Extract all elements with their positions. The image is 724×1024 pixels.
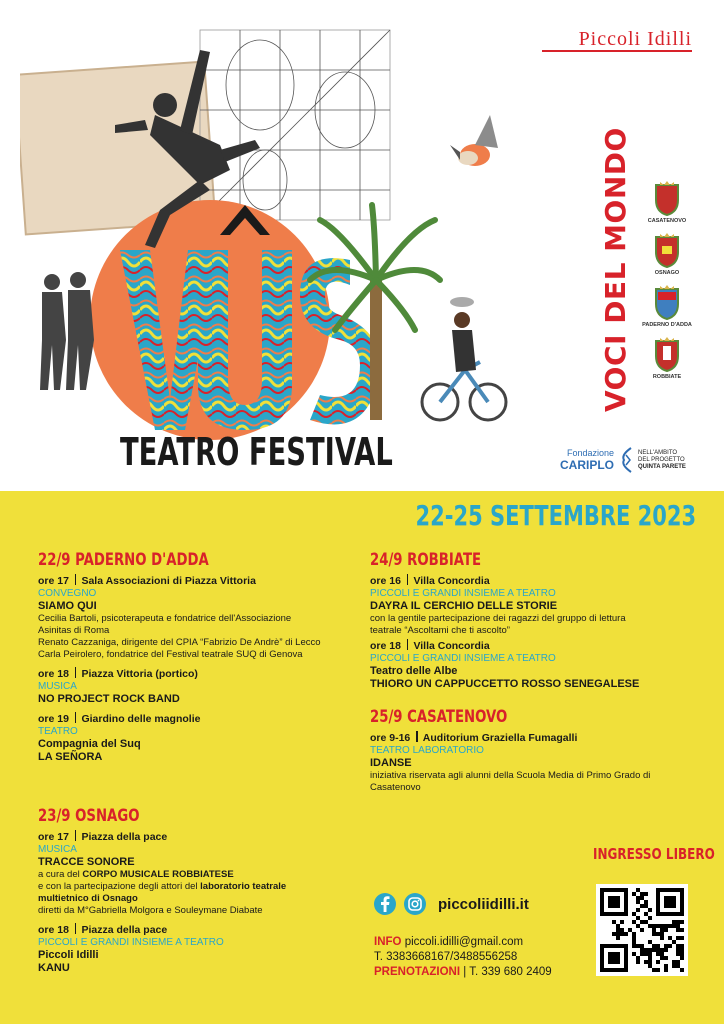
festival-dates: 22-25 SETTEMBRE 2023	[415, 499, 696, 532]
instagram-icon[interactable]	[404, 893, 426, 915]
phone-numbers: T. 3383668167/3488556258	[374, 951, 518, 963]
day-heading: 24/9 ROBBIATE	[370, 550, 482, 570]
event-item: ore 17 Piazza della pace MUSICA TRACCE SONORE a cura del CORPO MUSICALE ROBBIATESE e con la partecipazione degli attori del laboratorio teatrale multietnico di Osnago diretti da M°Gabriella Molgora e Souleymane Diabate	[38, 831, 287, 916]
robbiate-crest-icon	[652, 336, 682, 372]
event-item: ore 19 Giardino delle magnolie TEATRO Compagnia del Suq LA SEÑORA	[38, 713, 201, 763]
booking-phone: T. 339 680 2409	[469, 966, 552, 978]
municipal-crests	[640, 180, 694, 388]
sponsor-block	[560, 447, 686, 473]
social-links[interactable]	[374, 893, 529, 915]
brand-underline	[542, 50, 692, 52]
ingresso-libero: INGRESSO LIBERO	[593, 845, 715, 863]
day-heading: 25/9 CASATENOVO	[370, 707, 508, 727]
crest-osnago: OSNAGO	[640, 232, 694, 276]
paderno-crest-icon	[652, 284, 682, 320]
osnago-crest-icon	[652, 232, 682, 268]
poster-top	[0, 0, 724, 491]
project-label: NELL'AMBITO DEL PROGETTO QUINTA PARETE	[638, 449, 686, 470]
qr-code[interactable]	[596, 884, 688, 976]
crest-paderno-dadda: PADERNO D'ADDA	[640, 284, 694, 328]
event-item: ore 17 Sala Associazioni di Piazza Vittoria CONVEGNO SIAMO QUI Cecilia Bartoli, psicoterapeuta e fondatrice dell'Associazione Asinitas di Roma Renato Cazzaniga, dirigente del CPIA “Fabrizio De Andrè” di Lecco Carla Peirolero, fondatrice del Festival teatrale SUQ di Genova	[38, 575, 321, 660]
event-item: ore 18 Piazza della pace PICCOLI E GRANDI INSIEME A TEATRO Piccoli Idilli KANU	[38, 924, 224, 974]
quinta-parete-icon	[620, 447, 634, 473]
event-item: ore 9-16 Auditorium Graziella Fumagalli TEATRO LABORATORIO IDANSE iniziativa riservata agli alunni della Scuola Media di Primo Grado di Casatenovo	[370, 732, 651, 793]
crest-robbiate: ROBBIATE	[640, 336, 694, 380]
program-right-column	[370, 550, 700, 800]
day-heading: 23/9 OSNAGO	[38, 806, 140, 826]
event-item: ore 18 Piazza Vittoria (portico) MUSICA NO PROJECT ROCK BAND	[38, 668, 198, 705]
qr-code-icon	[600, 888, 684, 972]
program-left-column	[38, 550, 358, 981]
fondazione-cariplo-logo: Fondazione CARIPLO	[560, 448, 614, 472]
event-item: ore 18 Villa Concordia PICCOLI E GRANDI INSIEME A TEATRO Teatro delle Albe THIORO UN CAPPUCCETTO ROSSO SENEGALESE	[370, 640, 640, 690]
festival-title: TEATRO FESTIVAL	[120, 430, 393, 474]
contact-info: INFO piccoli.idilli@gmail.com T. 3383668167/3488556258 PRENOTAZIONI | T. 339 680 2409	[374, 936, 552, 978]
email-link[interactable]: piccoli.idilli@gmail.com	[404, 936, 524, 948]
crest-casatenovo: CASATENOVO	[640, 180, 694, 224]
brand-logo: Piccoli Idilli	[578, 28, 692, 50]
casatenovo-crest-icon	[652, 180, 682, 216]
website-handle[interactable]: piccoliidilli.it	[438, 895, 529, 913]
event-item: ore 16 Villa Concordia PICCOLI E GRANDI INSIEME A TEATRO DAYRA IL CERCHIO DELLE STORIE con la gentile partecipazione dei ragazzi del gruppo di lettura teatrale “Ascoltami che ti ascolto”	[370, 575, 626, 636]
festival-collage	[20, 10, 540, 490]
facebook-icon[interactable]	[374, 893, 396, 915]
day-heading: 22/9 PADERNO D'ADDA	[38, 550, 209, 570]
voci-del-mondo-title: VOCI DEL MONDO	[599, 127, 632, 412]
